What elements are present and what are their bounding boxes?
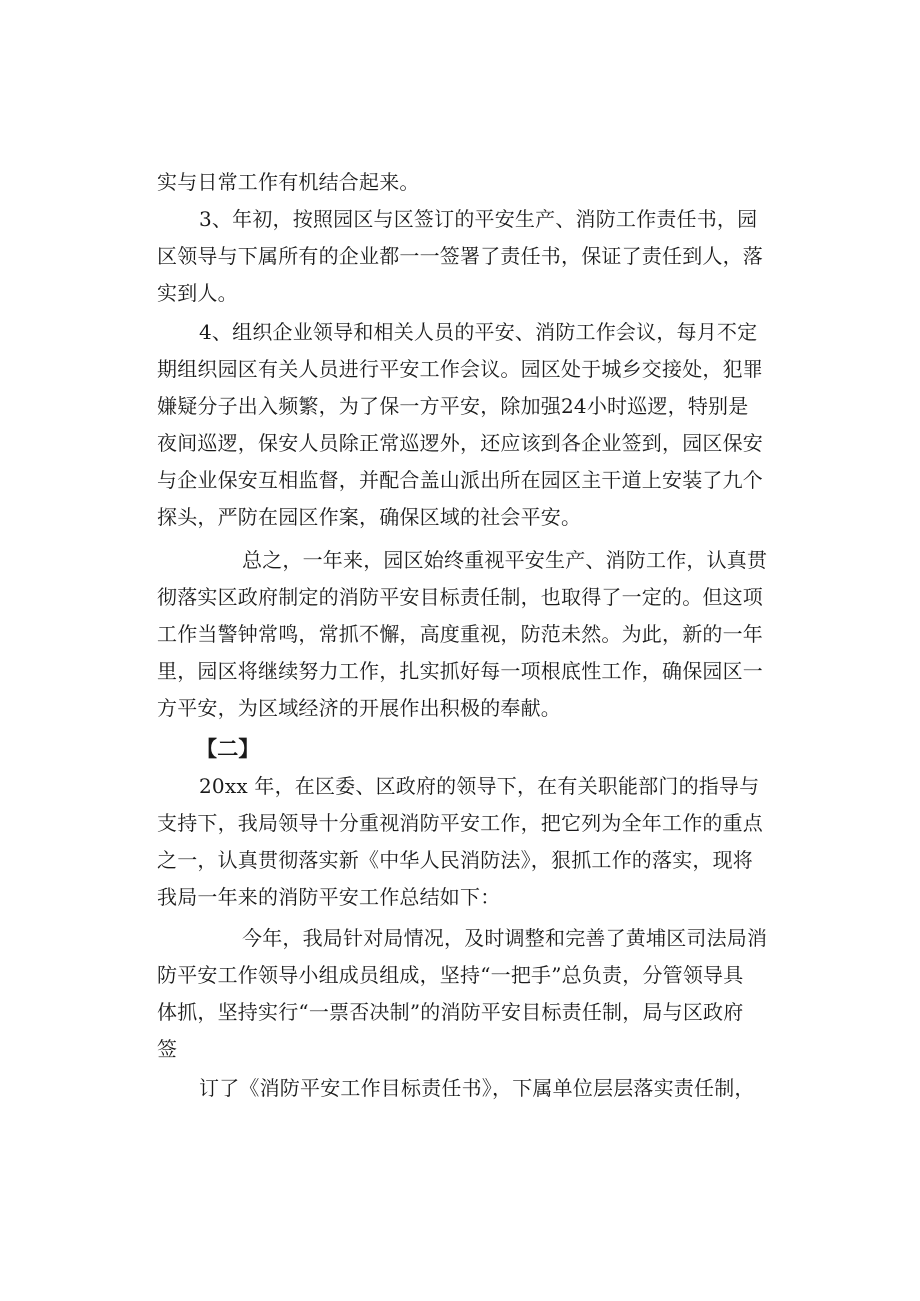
text-line: 我局一年来的消防平安工作总结如下：	[157, 885, 501, 909]
text-line: 探头，严防在园区作案，确保区域的社会平安。	[157, 505, 582, 529]
text-line: 支持下，我局领导十分重视消防平安工作，把它列为全年工作的重点	[157, 811, 763, 835]
text-line: 订了《消防平安工作目标责任书》，下属单位层层落实责任制，	[199, 1076, 755, 1100]
text-line: 夜间巡逻，保安人员除正常巡逻外，还应该到各企业签到，园区保安	[157, 431, 763, 455]
text-line: 实与日常工作有机结合起来。	[157, 170, 420, 194]
text-line: 之一，认真贯彻落实新《中华人民消防法》，狠抓工作的落实，现将	[157, 848, 753, 872]
section-heading: 【二】	[196, 736, 260, 761]
text-line: 方平安，为区域经济的开展作出积极的奉献。	[157, 696, 561, 720]
text-line: 彻落实区政府制定的消防平安目标责任制，也取得了一定的。但这项	[157, 585, 763, 609]
text-line: 实到人。	[157, 281, 238, 305]
text-line: 总之，一年来，园区始终重视平安生产、消防工作，认真贯	[242, 548, 768, 572]
text-line: 3、年初，按照园区与区签订的平安生产、消防工作责任书，园	[199, 207, 758, 231]
text-line: 今年，我局针对局情况，及时调整和完善了黄埔区司法局消	[242, 926, 768, 950]
text-line: 区领导与下属所有的企业都一一签署了责任书，保证了责任到人，落	[157, 244, 763, 268]
text-line: 防平安工作领导小组成员组成，坚持“一把手”总负责，分管领导具	[157, 963, 744, 987]
text-line: 期组织园区有关人员进行平安工作会议。园区处于城乡交接处，犯罪	[157, 357, 763, 381]
text-line: 嫌疑分子出入频繁，为了保一方平安，除加强24小时巡逻，特别是	[157, 394, 749, 418]
text-line: 签	[157, 1037, 178, 1061]
text-line: 20xx 年，在区委、区政府的领导下，在有关职能部门的指导与	[199, 774, 760, 798]
text-line: 里，园区将继续努力工作，扎实抓好每一项根底性工作，确保园区一	[157, 659, 763, 683]
text-line: 工作当警钟常鸣，常抓不懈，高度重视，防范未然。为此，新的一年	[157, 622, 763, 646]
text-line: 与企业保安互相监督，并配合盖山派出所在园区主干道上安装了九个	[157, 468, 763, 492]
text-line: 4、组织企业领导和相关人员的平安、消防工作会议，每月不定	[199, 320, 758, 344]
text-line: 体抓，坚持实行“一票否决制”的消防平安目标责任制，局与区政府	[157, 1000, 744, 1024]
